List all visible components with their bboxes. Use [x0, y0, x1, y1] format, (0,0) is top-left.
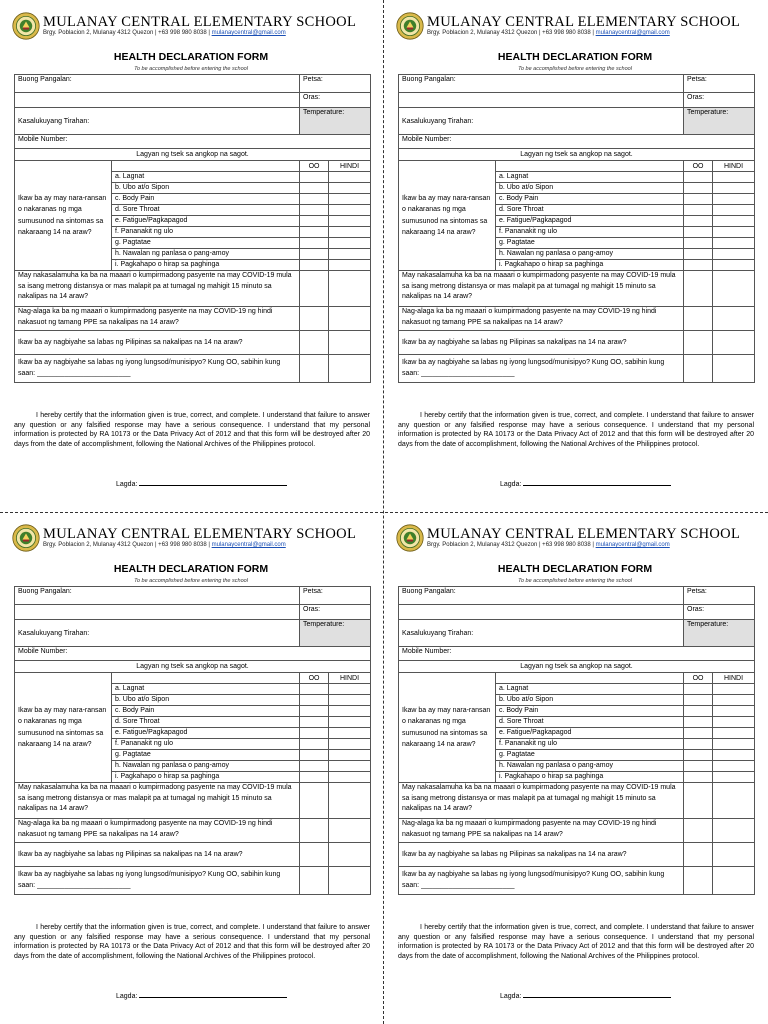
no-checkbox[interactable] [713, 728, 755, 739]
symptom-label: h. Nawalan ng panlasa o pang-amoy [112, 249, 300, 260]
mobile-number-field[interactable]: Mobile Number: [15, 647, 371, 661]
no-checkbox[interactable] [329, 684, 371, 695]
address-field[interactable]: Kasalukuyang Tirahan: [15, 620, 300, 647]
question-row [15, 867, 371, 895]
form-note: To be accomplished before entering the school [134, 66, 248, 72]
question-row [15, 307, 371, 331]
date-field[interactable]: Petsa: [300, 75, 371, 93]
no-checkbox[interactable] [329, 331, 371, 355]
yes-checkbox[interactable] [300, 249, 329, 260]
no-checkbox[interactable] [713, 843, 755, 867]
no-checkbox[interactable] [329, 783, 371, 819]
mobile-number-field[interactable]: Mobile Number: [399, 647, 755, 661]
symptom-label: h. Nawalan ng panlasa o pang-amoy [496, 249, 684, 260]
yes-checkbox[interactable] [300, 238, 329, 249]
time-field[interactable]: Oras: [300, 605, 371, 620]
yes-checkbox[interactable] [300, 772, 329, 783]
school-contact [427, 30, 670, 36]
symptom-label: e. Fatigue/Pagkapagod [112, 216, 300, 227]
yes-checkbox[interactable] [300, 684, 329, 695]
signature-line[interactable] [139, 991, 287, 998]
no-checkbox[interactable] [713, 819, 755, 843]
school-address-contact: Brgy. Poblacion 2, Mulanay 4312 Quezon | +63 998 980 8038 | [43, 30, 212, 36]
symptom-label: c. Body Pain [496, 706, 684, 717]
question-row [399, 843, 755, 867]
question-row [15, 783, 371, 819]
no-column-header: HINDI [329, 673, 371, 684]
yes-checkbox[interactable] [300, 706, 329, 717]
symptom-question: Ikaw ba ay may nara-ransan o nakaranas ng mga sumusunod na sintomas sa nakaraang 14 na araw? [15, 161, 112, 271]
no-checkbox[interactable] [329, 772, 371, 783]
school-name: MULANAY CENTRAL ELEMENTARY SCHOOL [43, 526, 357, 542]
symptom-label: g. Pagtatae [112, 238, 300, 249]
symptom-label: g. Pagtatae [496, 750, 684, 761]
school-header [12, 520, 376, 556]
yes-checkbox[interactable] [684, 205, 713, 216]
yes-checkbox[interactable] [684, 238, 713, 249]
no-checkbox[interactable] [329, 867, 371, 895]
school-name: MULANAY CENTRAL ELEMENTARY SCHOOL [427, 526, 741, 542]
form-note: To be accomplished before entering the school [134, 578, 248, 584]
yes-checkbox[interactable] [300, 216, 329, 227]
symptom-label: b. Ubo at/o Sipon [112, 695, 300, 706]
yes-checkbox[interactable] [300, 819, 329, 843]
yes-checkbox[interactable] [684, 331, 713, 355]
time-field[interactable]: Oras: [684, 93, 755, 108]
no-checkbox[interactable] [713, 355, 755, 383]
no-checkbox[interactable] [329, 761, 371, 772]
no-column-header: HINDI [329, 161, 371, 172]
symptom-label: f. Pananakit ng ulo [496, 739, 684, 750]
name-field[interactable]: Buong Pangalan: [399, 75, 684, 93]
date-field[interactable]: Petsa: [300, 587, 371, 605]
declaration-table [14, 74, 371, 383]
yes-checkbox[interactable] [300, 307, 329, 331]
yes-checkbox[interactable] [300, 783, 329, 819]
school-email-link[interactable]: mulanaycentral@gmail.com [211, 30, 286, 36]
contact-question: May nakasalamuha ka ba na maaari o kumpirmadong pasyente na may COVID-19 mula sa isang metrong distansya or mas malapit pa at tumagal ng mahigit 15 minuto sa nakalipas na 14 araw? [15, 783, 300, 819]
form-title: HEALTH DECLARATION FORM [113, 51, 269, 63]
symptom-label: f. Pananakit ng ulo [112, 227, 300, 238]
address-field[interactable]: Kasalukuyang Tirahan: [399, 108, 684, 135]
symptom-label: f. Pananakit ng ulo [112, 739, 300, 750]
no-checkbox[interactable] [329, 205, 371, 216]
yes-column-header: OO [300, 161, 329, 172]
certification-text: I hereby certify that the information given is true, correct, and complete. I understand that failure to answer any question or any falsified response may have a serious consequence. I understand that my personal information is protected by RA 10173 or the Data Privacy Act of 2012 and that this form will be destroyed after 20 days from the date of accomplishment, following the National Archives of the Philippines protocol. [14, 924, 370, 960]
yes-column-header: OO [300, 673, 329, 684]
no-checkbox[interactable] [713, 249, 755, 260]
temperature-field[interactable]: Temperature: [300, 620, 371, 647]
symptom-label: b. Ubo at/o Sipon [112, 183, 300, 194]
no-checkbox[interactable] [713, 684, 755, 695]
header-spacer [112, 673, 300, 684]
no-checkbox[interactable] [713, 783, 755, 819]
school-email-link[interactable]: mulanaycentral@gmail.com [595, 542, 670, 548]
no-checkbox[interactable] [329, 717, 371, 728]
no-checkbox[interactable] [329, 750, 371, 761]
form-title: HEALTH DECLARATION FORM [497, 51, 653, 63]
yes-checkbox[interactable] [300, 728, 329, 739]
question-row [399, 783, 755, 819]
no-checkbox[interactable] [713, 205, 755, 216]
certification-text: I hereby certify that the information given is true, correct, and complete. I understand that failure to answer any question or any falsified response may have a serious consequence. I understand that my personal information is protected by RA 10173 or the Data Privacy Act of 2012 and that this form will be destroyed after 20 days from the date of accomplishment, following the National Archives of the Philippines protocol. [398, 924, 754, 960]
question-row [399, 867, 755, 895]
symptom-label: e. Fatigue/Pagkapagod [496, 728, 684, 739]
no-checkbox[interactable] [329, 183, 371, 194]
yes-checkbox[interactable] [684, 194, 713, 205]
yes-checkbox[interactable] [684, 695, 713, 706]
caregiver-question: Nag-alaga ka ba ng maaari o kumpirmadong pasyente na may COVID-19 ng hindi nakasuot ng tamang PPE sa nakalipas na 14 araw? [399, 819, 684, 843]
yes-checkbox[interactable] [684, 728, 713, 739]
yes-checkbox[interactable] [300, 355, 329, 383]
contact-question: May nakasalamuha ka ba na maaari o kumpirmadong pasyente na may COVID-19 mula sa isang metrong distansya or mas malapit pa at tumagal ng mahigit 15 minuto sa nakalipas na 14 araw? [399, 783, 684, 819]
yes-column-header: OO [684, 161, 713, 172]
time-field[interactable]: Oras: [684, 605, 755, 620]
question-row [15, 331, 371, 355]
no-checkbox[interactable] [329, 706, 371, 717]
question-row [399, 271, 755, 307]
no-checkbox[interactable] [329, 355, 371, 383]
symptom-label: e. Fatigue/Pagkapagod [112, 728, 300, 739]
symptom-label: d. Sore Throat [112, 717, 300, 728]
yes-checkbox[interactable] [300, 227, 329, 238]
no-checkbox[interactable] [713, 183, 755, 194]
yes-checkbox[interactable] [300, 172, 329, 183]
yes-checkbox[interactable] [684, 750, 713, 761]
no-checkbox[interactable] [329, 172, 371, 183]
signature-label: Lagda: [500, 993, 522, 1000]
name-field[interactable]: Buong Pangalan: [15, 75, 300, 93]
no-checkbox[interactable] [713, 695, 755, 706]
no-column-header: HINDI [713, 161, 755, 172]
yes-checkbox[interactable] [684, 819, 713, 843]
health-form-bottom-right [396, 520, 760, 1020]
school-name: MULANAY CENTRAL ELEMENTARY SCHOOL [427, 14, 741, 30]
no-checkbox[interactable] [713, 172, 755, 183]
no-checkbox[interactable] [713, 750, 755, 761]
yes-checkbox[interactable] [684, 355, 713, 383]
name-field-space[interactable] [399, 605, 684, 620]
yes-checkbox[interactable] [684, 843, 713, 867]
date-field[interactable]: Petsa: [684, 587, 755, 605]
caregiver-question: Nag-alaga ka ba ng maaari o kumpirmadong pasyente na may COVID-19 ng hindi nakasuot ng tamang PPE sa nakalipas na 14 araw? [15, 819, 300, 843]
symptom-label: h. Nawalan ng panlasa o pang-amoy [496, 761, 684, 772]
temperature-field[interactable]: Temperature: [300, 108, 371, 135]
question-row [15, 271, 371, 307]
yes-checkbox[interactable] [300, 761, 329, 772]
check-instruction: Lagyan ng tsek sa angkop na sagot. [399, 149, 755, 161]
no-checkbox[interactable] [713, 331, 755, 355]
school-contact [43, 30, 286, 36]
no-checkbox[interactable] [329, 819, 371, 843]
no-checkbox[interactable] [329, 216, 371, 227]
question-row [15, 355, 371, 383]
address-field[interactable]: Kasalukuyang Tirahan: [15, 108, 300, 135]
signature-label: Lagda: [116, 481, 138, 488]
no-checkbox[interactable] [329, 227, 371, 238]
no-checkbox[interactable] [713, 227, 755, 238]
yes-checkbox[interactable] [300, 194, 329, 205]
symptom-question: Ikaw ba ay may nara-ransan o nakaranas ng mga sumusunod na sintomas sa nakaraang 14 na araw? [399, 161, 496, 271]
yes-checkbox[interactable] [684, 216, 713, 227]
question-row [399, 307, 755, 331]
header-spacer [496, 161, 684, 172]
no-column-header: HINDI [713, 673, 755, 684]
form-title: HEALTH DECLARATION FORM [497, 563, 653, 575]
local-travel-question: Ikaw ba ay nagbiyahe sa labas ng iyong lungsod/munisipyo? Kung OO, sabihin kung saan: ________________________ [15, 867, 300, 895]
signature-line[interactable] [139, 479, 287, 486]
name-field[interactable]: Buong Pangalan: [399, 587, 684, 605]
yes-checkbox[interactable] [684, 783, 713, 819]
yes-checkbox[interactable] [684, 249, 713, 260]
yes-checkbox[interactable] [300, 260, 329, 271]
caregiver-question: Nag-alaga ka ba ng maaari o kumpirmadong pasyente na may COVID-19 ng hindi nakasuot ng tamang PPE sa nakalipas na 14 araw? [399, 307, 684, 331]
abroad-travel-question: Ikaw ba ay nagbiyahe sa labas ng Pilipinas sa nakalipas na 14 na araw? [399, 331, 684, 355]
symptom-label: d. Sore Throat [496, 717, 684, 728]
school-seal-icon [12, 12, 40, 40]
no-checkbox[interactable] [713, 194, 755, 205]
signature-block [500, 991, 671, 1000]
symptom-label: g. Pagtatae [112, 750, 300, 761]
yes-checkbox[interactable] [684, 761, 713, 772]
question-row [399, 331, 755, 355]
caregiver-question: Nag-alaga ka ba ng maaari o kumpirmadong pasyente na may COVID-19 ng hindi nakasuot ng tamang PPE sa nakalipas na 14 araw? [15, 307, 300, 331]
declaration-table [14, 586, 371, 895]
form-note: To be accomplished before entering the school [518, 66, 632, 72]
yes-checkbox[interactable] [300, 717, 329, 728]
time-field[interactable]: Oras: [300, 93, 371, 108]
symptom-label: c. Body Pain [496, 194, 684, 205]
no-checkbox[interactable] [329, 739, 371, 750]
symptom-label: i. Pagkahapo o hirap sa paghinga [496, 772, 684, 783]
certification-text: I hereby certify that the information given is true, correct, and complete. I understand that failure to answer any question or any falsified response may have a serious consequence. I understand that my personal information is protected by RA 10173 or the Data Privacy Act of 2012 and that this form will be destroyed after 20 days from the date of accomplishment, following the National Archives of the Philippines protocol. [398, 412, 754, 448]
form-title: HEALTH DECLARATION FORM [113, 563, 269, 575]
no-checkbox[interactable] [329, 695, 371, 706]
mobile-number-field[interactable]: Mobile Number: [15, 135, 371, 149]
no-checkbox[interactable] [713, 706, 755, 717]
name-field[interactable]: Buong Pangalan: [15, 587, 300, 605]
name-field-space[interactable] [399, 93, 684, 108]
yes-checkbox[interactable] [300, 739, 329, 750]
check-instruction: Lagyan ng tsek sa angkop na sagot. [15, 149, 371, 161]
school-address-contact: Brgy. Poblacion 2, Mulanay 4312 Quezon | +63 998 980 8038 | [427, 542, 596, 548]
name-field-space[interactable] [15, 93, 300, 108]
no-checkbox[interactable] [329, 238, 371, 249]
health-form-bottom-left [12, 520, 376, 1020]
yes-checkbox[interactable] [300, 205, 329, 216]
no-checkbox[interactable] [713, 307, 755, 331]
yes-checkbox[interactable] [300, 750, 329, 761]
no-checkbox[interactable] [329, 307, 371, 331]
no-checkbox[interactable] [713, 271, 755, 307]
declaration-table [398, 74, 755, 383]
symptom-label: b. Ubo at/o Sipon [496, 695, 684, 706]
no-checkbox[interactable] [329, 260, 371, 271]
name-field-space[interactable] [15, 605, 300, 620]
no-checkbox[interactable] [713, 761, 755, 772]
no-checkbox[interactable] [329, 249, 371, 260]
yes-checkbox[interactable] [684, 260, 713, 271]
yes-checkbox[interactable] [684, 227, 713, 238]
symptom-label: c. Body Pain [112, 706, 300, 717]
check-instruction: Lagyan ng tsek sa angkop na sagot. [15, 661, 371, 673]
header-spacer [496, 673, 684, 684]
symptom-label: d. Sore Throat [496, 205, 684, 216]
contact-question: May nakasalamuha ka ba na maaari o kumpirmadong pasyente na may COVID-19 mula sa isang metrong distansya or mas malapit pa at tumagal ng mahigit 15 minuto sa nakalipas na 14 araw? [15, 271, 300, 307]
yes-checkbox[interactable] [300, 183, 329, 194]
declaration-table [398, 586, 755, 895]
school-contact [427, 542, 670, 548]
signature-line[interactable] [523, 479, 671, 486]
symptom-label: i. Pagkahapo o hirap sa paghinga [496, 260, 684, 271]
yes-checkbox[interactable] [684, 706, 713, 717]
symptom-label: a. Lagnat [496, 684, 684, 695]
school-address-contact: Brgy. Poblacion 2, Mulanay 4312 Quezon | +63 998 980 8038 | [43, 542, 212, 548]
school-seal-icon [396, 12, 424, 40]
yes-checkbox[interactable] [300, 843, 329, 867]
yes-checkbox[interactable] [684, 772, 713, 783]
question-row [15, 843, 371, 867]
symptom-label: i. Pagkahapo o hirap sa paghinga [112, 260, 300, 271]
symptom-label: g. Pagtatae [496, 238, 684, 249]
signature-label: Lagda: [116, 993, 138, 1000]
contact-question: May nakasalamuha ka ba na maaari o kumpirmadong pasyente na may COVID-19 mula sa isang metrong distansya or mas malapit pa at tumagal ng mahigit 15 minuto sa nakalipas na 14 araw? [399, 271, 684, 307]
yes-checkbox[interactable] [684, 717, 713, 728]
school-header [396, 8, 760, 44]
question-row [15, 819, 371, 843]
address-field[interactable]: Kasalukuyang Tirahan: [399, 620, 684, 647]
local-travel-question: Ikaw ba ay nagbiyahe sa labas ng iyong lungsod/munisipyo? Kung OO, sabihin kung saan: ________________________ [399, 355, 684, 383]
no-checkbox[interactable] [713, 717, 755, 728]
signature-line[interactable] [523, 991, 671, 998]
school-email-link[interactable]: mulanaycentral@gmail.com [595, 30, 670, 36]
no-checkbox[interactable] [713, 260, 755, 271]
symptom-label: a. Lagnat [496, 172, 684, 183]
symptom-question: Ikaw ba ay may nara-ransan o nakaranas ng mga sumusunod na sintomas sa nakaraang 14 na araw? [15, 673, 112, 783]
abroad-travel-question: Ikaw ba ay nagbiyahe sa labas ng Pilipinas sa nakalipas na 14 na araw? [399, 843, 684, 867]
health-form-top-left [12, 8, 376, 508]
yes-checkbox[interactable] [684, 307, 713, 331]
school-address-contact: Brgy. Poblacion 2, Mulanay 4312 Quezon | +63 998 980 8038 | [427, 30, 596, 36]
local-travel-question: Ikaw ba ay nagbiyahe sa labas ng iyong lungsod/munisipyo? Kung OO, sabihin kung saan: ________________________ [399, 867, 684, 895]
abroad-travel-question: Ikaw ba ay nagbiyahe sa labas ng Pilipinas sa nakalipas na 14 na araw? [15, 843, 300, 867]
check-instruction: Lagyan ng tsek sa angkop na sagot. [399, 661, 755, 673]
question-row [399, 819, 755, 843]
symptom-label: a. Lagnat [112, 172, 300, 183]
temperature-field[interactable]: Temperature: [684, 620, 755, 647]
school-name: MULANAY CENTRAL ELEMENTARY SCHOOL [43, 14, 357, 30]
no-checkbox[interactable] [329, 843, 371, 867]
mobile-number-field[interactable]: Mobile Number: [399, 135, 755, 149]
yes-checkbox[interactable] [684, 271, 713, 307]
header-spacer [112, 161, 300, 172]
yes-checkbox[interactable] [300, 271, 329, 307]
no-checkbox[interactable] [713, 772, 755, 783]
yes-checkbox[interactable] [684, 183, 713, 194]
certification-text: I hereby certify that the information given is true, correct, and complete. I understand that failure to answer any question or any falsified response may have a serious consequence. I understand that my personal information is protected by RA 10173 or the Data Privacy Act of 2012 and that this form will be destroyed after 20 days from the date of accomplishment, following the National Archives of the Philippines protocol. [14, 412, 370, 448]
no-checkbox[interactable] [329, 194, 371, 205]
yes-checkbox[interactable] [684, 684, 713, 695]
school-header [12, 8, 376, 44]
signature-block [116, 479, 287, 488]
symptom-label: d. Sore Throat [112, 205, 300, 216]
school-header [396, 520, 760, 556]
yes-column-header: OO [684, 673, 713, 684]
abroad-travel-question: Ikaw ba ay nagbiyahe sa labas ng Pilipinas sa nakalipas na 14 na araw? [15, 331, 300, 355]
yes-checkbox[interactable] [684, 739, 713, 750]
symptom-question: Ikaw ba ay may nara-ransan o nakaranas ng mga sumusunod na sintomas sa nakaraang 14 na araw? [399, 673, 496, 783]
yes-checkbox[interactable] [684, 172, 713, 183]
symptom-label: i. Pagkahapo o hirap sa paghinga [112, 772, 300, 783]
school-seal-icon [396, 524, 424, 552]
temperature-field[interactable]: Temperature: [684, 108, 755, 135]
date-field[interactable]: Petsa: [684, 75, 755, 93]
signature-block [116, 991, 287, 1000]
symptom-label: b. Ubo at/o Sipon [496, 183, 684, 194]
no-checkbox[interactable] [713, 216, 755, 227]
symptom-label: h. Nawalan ng panlasa o pang-amoy [112, 761, 300, 772]
no-checkbox[interactable] [713, 238, 755, 249]
school-seal-icon [12, 524, 40, 552]
vertical-cut-line [383, 0, 384, 1024]
yes-checkbox[interactable] [684, 867, 713, 895]
school-contact [43, 542, 286, 548]
health-form-top-right [396, 8, 760, 508]
local-travel-question: Ikaw ba ay nagbiyahe sa labas ng iyong lungsod/munisipyo? Kung OO, sabihin kung saan: ________________________ [15, 355, 300, 383]
horizontal-cut-line [0, 512, 768, 513]
yes-checkbox[interactable] [300, 867, 329, 895]
question-row [399, 355, 755, 383]
yes-checkbox[interactable] [300, 331, 329, 355]
school-email-link[interactable]: mulanaycentral@gmail.com [211, 542, 286, 548]
form-note: To be accomplished before entering the school [518, 578, 632, 584]
no-checkbox[interactable] [329, 728, 371, 739]
symptom-label: f. Pananakit ng ulo [496, 227, 684, 238]
signature-label: Lagda: [500, 481, 522, 488]
no-checkbox[interactable] [713, 739, 755, 750]
symptom-label: a. Lagnat [112, 684, 300, 695]
no-checkbox[interactable] [329, 271, 371, 307]
no-checkbox[interactable] [713, 867, 755, 895]
symptom-label: e. Fatigue/Pagkapagod [496, 216, 684, 227]
symptom-label: c. Body Pain [112, 194, 300, 205]
yes-checkbox[interactable] [300, 695, 329, 706]
signature-block [500, 479, 671, 488]
